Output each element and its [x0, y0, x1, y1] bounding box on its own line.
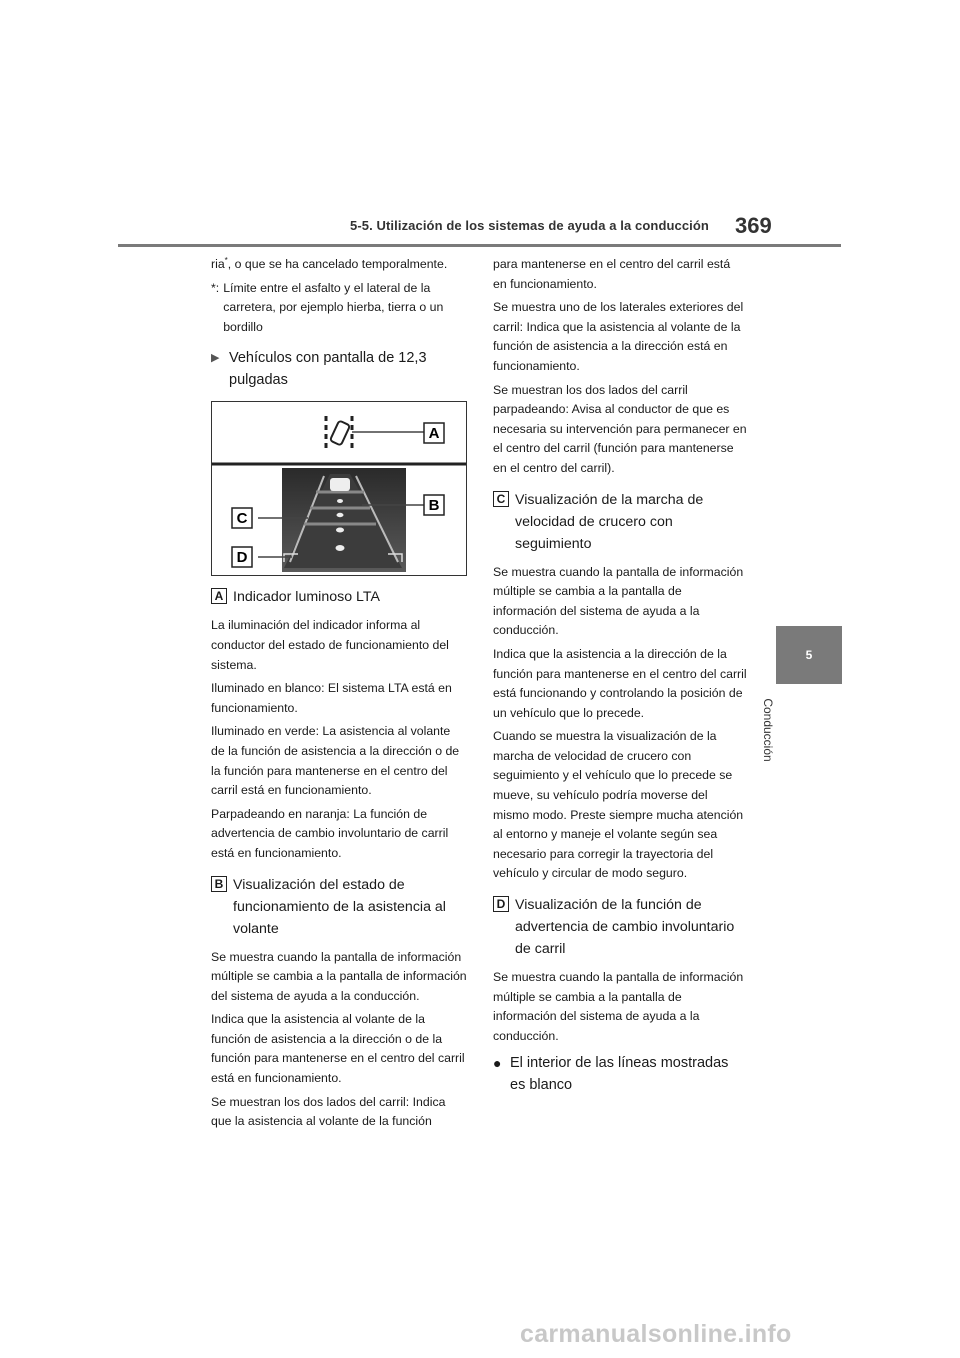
section-b-badge: B — [211, 876, 227, 892]
page-number: 369 — [735, 213, 772, 238]
section-d-heading — [493, 894, 747, 960]
lta-indicator-icon — [326, 416, 352, 450]
chapter-label: Conducción — [761, 698, 775, 762]
section-title: 5-5. Utilización de los sistemas de ayuda a la conducción — [350, 218, 709, 233]
subheading-text: Vehículos con pantalla de 12,3 pulgadas — [229, 350, 427, 389]
section-b-heading — [211, 874, 467, 940]
subheading — [211, 347, 467, 391]
header-divider — [118, 244, 841, 247]
section-a-badge: A — [211, 588, 227, 604]
section-c-paragraph: Indica que la asistencia a la dirección de la función para mantenerse en el centro del carril está funcionando y controlando la posición de un vehículo que lo precede. — [493, 646, 747, 720]
left-column — [211, 255, 467, 1136]
section-a-paragraph: Iluminado en blanco: El sistema LTA está en funcionamiento. — [211, 681, 452, 715]
section-a-title: Indicador luminoso LTA — [233, 589, 380, 606]
section-c-paragraph: Cuando se muestra la visualización de la marcha de velocidad de crucero con seguimiento y el vehículo que lo precede se mueve, su vehículo podría moverse del mismo modo. Preste siempre mucha atención al entorno y maneje el volante según sea necesario para corregir la trayectoria del vehículo y circular de modo seguro. — [493, 729, 744, 881]
footnote-text: Límite entre el asfalto y el lateral de la carretera, por ejemplo hierba, tierra o un bordillo — [223, 280, 444, 334]
section-b-paragraph: Se muestran los dos lados del carril: Indica que la asistencia al volante de la función — [211, 1094, 446, 1129]
right-column — [493, 255, 747, 1102]
display-illustration — [211, 401, 467, 576]
section-d-paragraph: Se muestra cuando la pantalla de información múltiple se cambia a la pantalla de información del sistema de ayuda a la conducción. — [493, 970, 744, 1043]
section-c-paragraph: Se muestra cuando la pantalla de información múltiple se cambia a la pantalla de información del sistema de ayuda a la conducción. — [493, 564, 744, 638]
bullet-item — [493, 1052, 747, 1096]
section-a-paragraph: Parpadeando en naranja: La función de advertencia de cambio involuntario de carril está en funcionamiento. — [211, 806, 449, 860]
bullet-dot-icon: ● — [493, 1055, 502, 1072]
bullet-text: El interior de las líneas mostradas es blanco — [510, 1055, 729, 1094]
watermark: carmanualsonline.info — [520, 1320, 792, 1348]
section-c-heading — [493, 489, 747, 555]
triangle-bullet-icon: ▶ — [211, 352, 220, 365]
footnote — [211, 279, 467, 338]
section-b-paragraph: Se muestra cuando la pantalla de información múltiple se cambia a la pantalla de información del sistema de ayuda a la conducción. — [211, 949, 467, 1003]
section-b-paragraph: Indica que la asistencia al volante de la función de asistencia a la dirección o de la función para mantenerse en el centro del carril está en funcionamiento. — [211, 1012, 465, 1086]
lta-display-diagram — [212, 402, 466, 575]
footnote-marker: *: — [211, 280, 220, 295]
section-c-badge: C — [493, 491, 509, 507]
intro-paragraph: ria*, o que se ha cancelado temporalmente. — [211, 255, 448, 271]
section-d-title: Visualización de la función de advertencia de cambio involuntario de carril — [515, 897, 735, 958]
section-a-paragraph: Iluminado en verde: La asistencia al volante de la función de asistencia a la dirección o de la función para mantenerse en el centro del carril está en funcionamiento. — [211, 724, 460, 798]
footnote-ref: * — [224, 255, 228, 265]
continued-paragraph: Se muestra uno de los laterales exteriores del carril: Indica que la asistencia al volante de la función de asistencia a la dirección está en funcionamiento. — [493, 300, 744, 373]
section-b-title: Visualización del estado de funcionamiento de la asistencia al volante — [233, 876, 446, 937]
chapter-label-container — [760, 690, 776, 770]
section-d-badge: D — [493, 896, 509, 912]
section-a-heading — [211, 586, 467, 608]
section-a-paragraph: La iluminación del indicador informa al conductor del estado de funcionamiento del sistema. — [211, 618, 449, 672]
chapter-number: 5 — [805, 648, 813, 662]
continued-paragraph: para mantenerse en el centro del carril está en funcionamiento. — [493, 257, 731, 291]
section-c-title: Visualización de la marcha de velocidad de crucero con seguimiento — [515, 491, 704, 552]
label-b: B — [428, 497, 440, 515]
chapter-tab — [776, 626, 842, 684]
label-d: D — [236, 549, 248, 567]
label-c: C — [236, 510, 248, 528]
continued-paragraph: Se muestran los dos lados del carril parpadeando: Avisa al conductor de que es necesaria su intervención para permanecer en el centro del carril (función para mantenerse en el centro del carril). — [493, 382, 747, 475]
label-a: A — [428, 425, 440, 443]
